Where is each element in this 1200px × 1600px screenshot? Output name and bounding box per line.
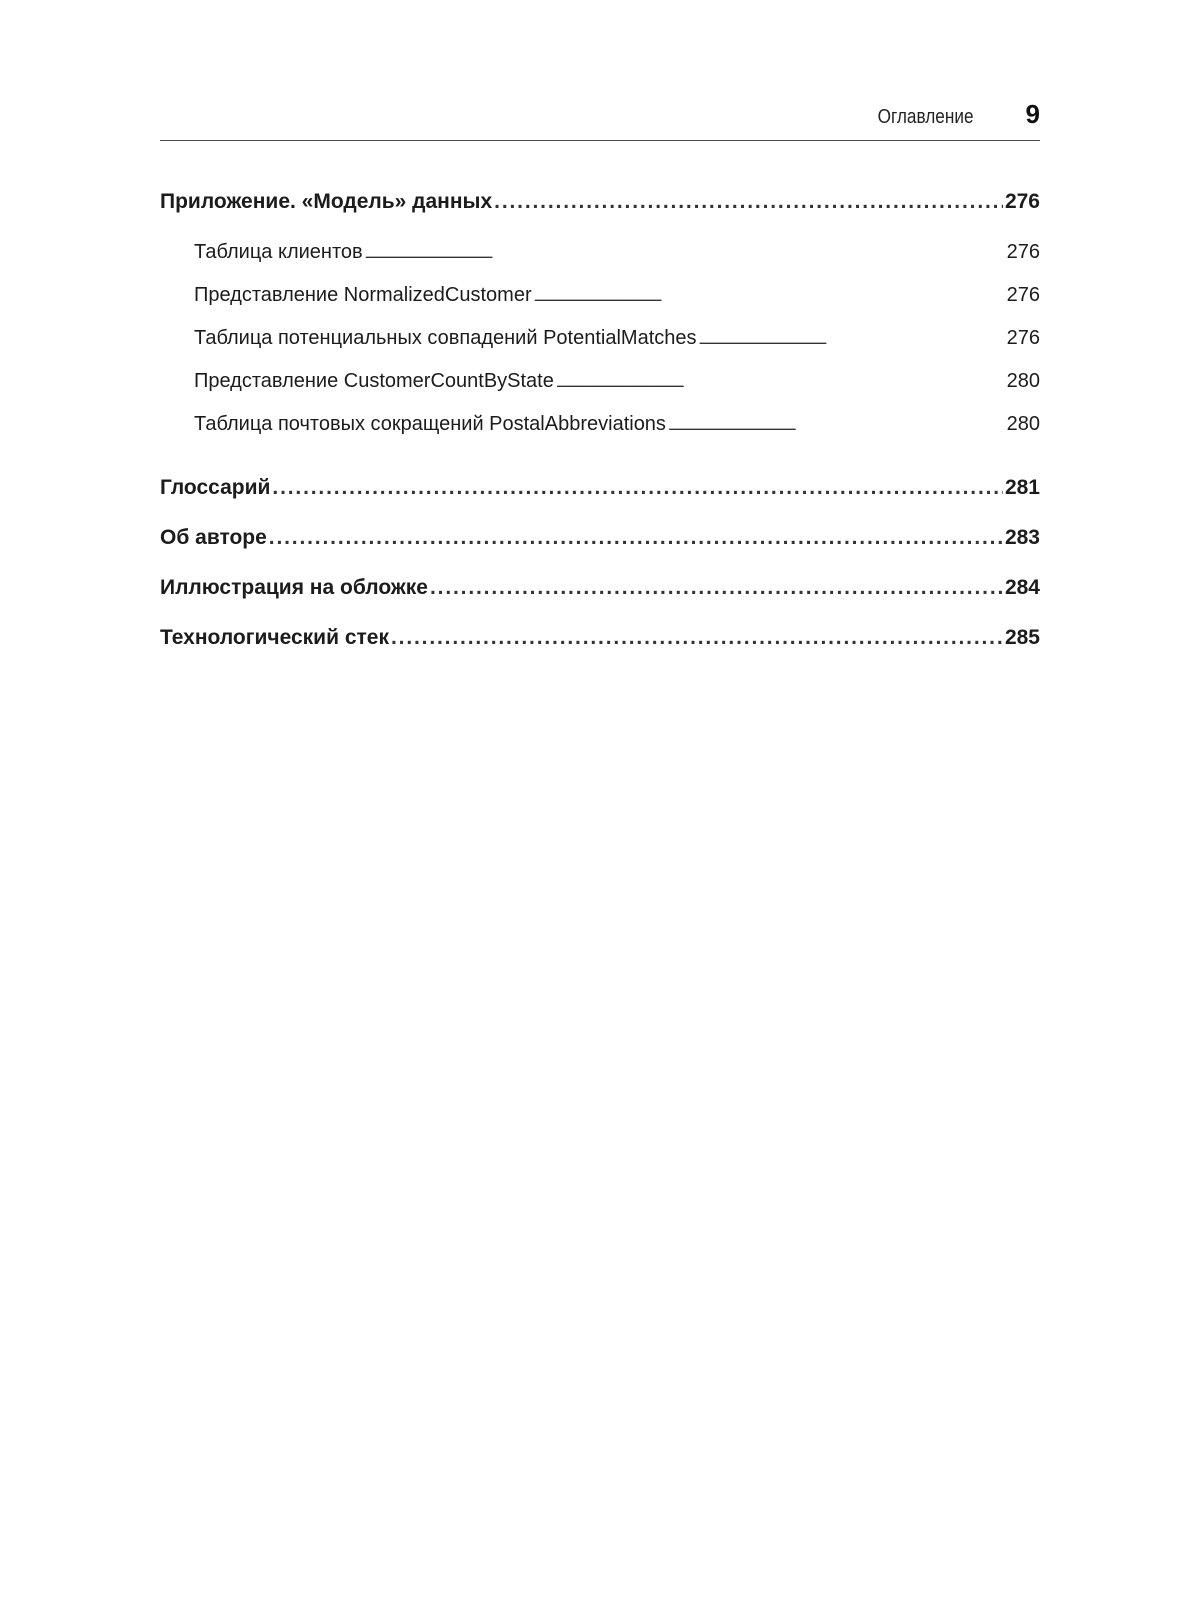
- page-number: 9: [1025, 99, 1040, 129]
- toc-entry-title: Таблица почтовых сокращений PostalAbbreviations: [194, 413, 666, 435]
- toc-entry-title: Приложение. «Модель» данных: [160, 190, 493, 213]
- running-title: Оглавление: [878, 106, 974, 128]
- toc-entry-title: Представление NormalizedCustomer: [194, 284, 532, 306]
- toc-entry-page: 283: [1004, 526, 1040, 549]
- toc-entry-title: Таблица клиентов: [194, 241, 363, 263]
- toc-entry-title: Представление CustomerCountByState: [194, 370, 554, 392]
- toc-entry-title: Технологический стек: [160, 626, 389, 649]
- toc-entry-about-author[interactable]: [160, 523, 1040, 573]
- toc-entry-appendix[interactable]: [160, 187, 1040, 237]
- toc-entry-customers-table[interactable]: [160, 237, 1040, 280]
- dot-leader: [272, 473, 1003, 503]
- dot-leader: [365, 237, 1005, 269]
- toc-entry-tech-stack[interactable]: [160, 623, 1040, 673]
- dot-leader: [430, 573, 1003, 603]
- toc-entry-page: 280: [1006, 413, 1040, 435]
- toc-entry-customer-count-by-state[interactable]: [160, 366, 1040, 409]
- toc-entry-page: 276: [1006, 327, 1040, 349]
- toc-entry-page: 280: [1006, 370, 1040, 392]
- toc-entry-title: Иллюстрация на обложке: [160, 576, 428, 599]
- dot-leader: [699, 323, 1005, 355]
- toc-entry-postal-abbreviations[interactable]: [160, 409, 1040, 452]
- toc-entry-page: 284: [1004, 576, 1040, 599]
- dot-leader: [556, 366, 1005, 398]
- toc-entry-cover-illustration[interactable]: [160, 573, 1040, 623]
- toc-entry-title: Глоссарий: [160, 476, 271, 499]
- dot-leader: [534, 280, 1005, 312]
- running-header: [160, 96, 1040, 141]
- toc-entry-page: 276: [1004, 190, 1040, 213]
- toc-entry-page: 276: [1006, 241, 1040, 263]
- toc-entry-page: 285: [1004, 626, 1040, 649]
- toc-entry-glossary[interactable]: [160, 473, 1040, 523]
- toc-entry-title: Об авторе: [160, 526, 267, 549]
- toc-entry-title: Таблица потенциальных совпадений PotentialMatches: [194, 327, 697, 349]
- toc-entry-page: 276: [1006, 284, 1040, 306]
- dot-leader: [494, 187, 1003, 217]
- dot-leader: [269, 523, 1003, 553]
- toc-entry-page: 281: [1004, 476, 1040, 499]
- dot-leader: [668, 409, 1005, 441]
- toc-entry-potential-matches[interactable]: [160, 323, 1040, 366]
- toc-entry-normalized-customer[interactable]: [160, 280, 1040, 323]
- dot-leader: [391, 623, 1003, 653]
- table-of-contents: [160, 187, 1040, 673]
